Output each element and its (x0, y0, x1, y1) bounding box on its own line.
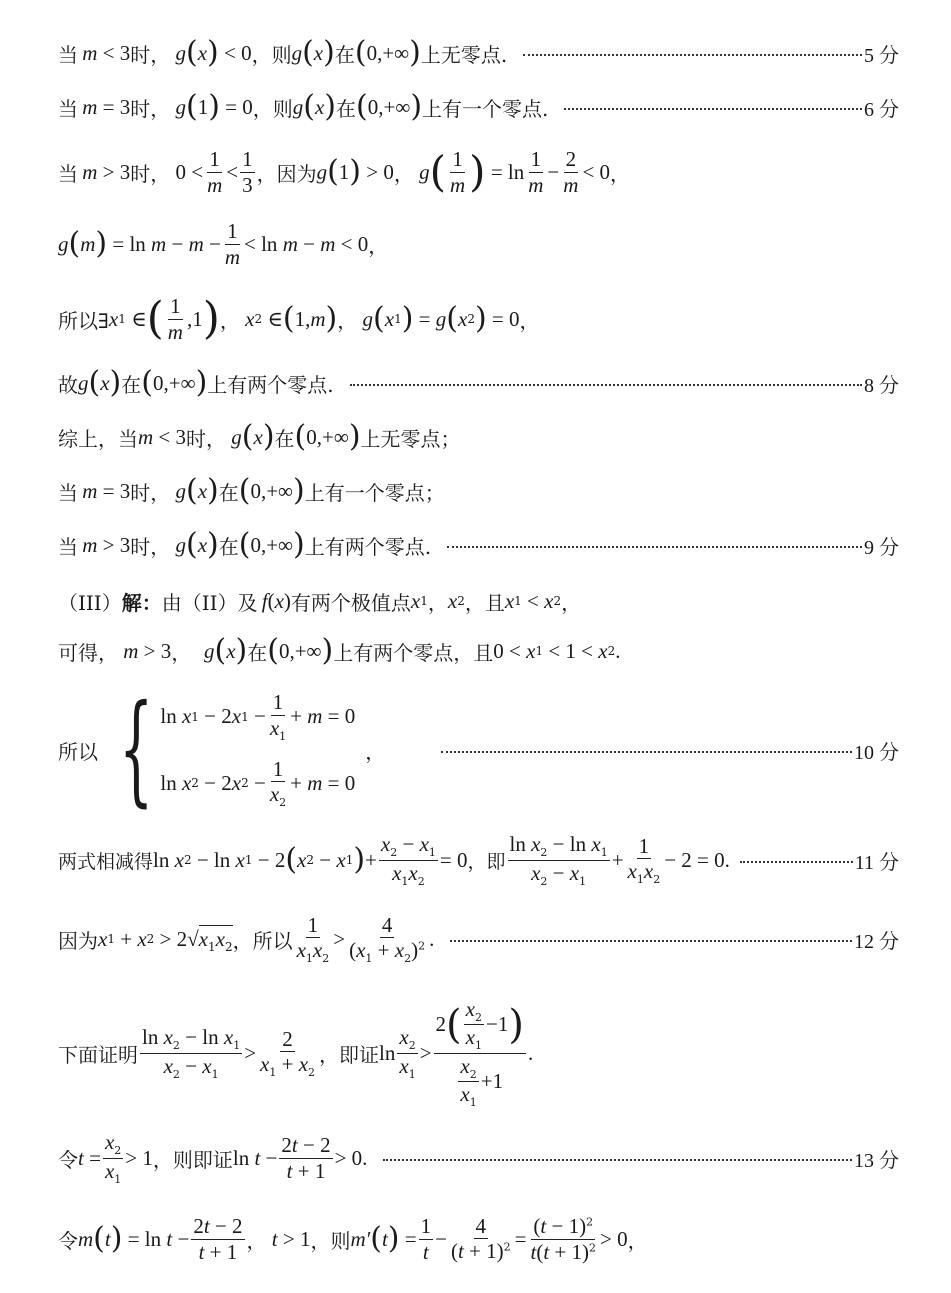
line-equation-system: 所以 { ln x 1 − 2 x 1 − $\frac{1}{x_1}$ + m = 0 ln x 2 − 2 x 2 − $\frac{1}{x_2}$ + m = 0 ， 10 分 (58, 680, 899, 819)
system-prefix: 所以 (58, 739, 98, 764)
leader-dots (564, 108, 862, 110)
leader-dots (441, 751, 852, 753)
line-case-m-greater-3: 当 m > 3 时， 0 < $\frac{1}{m}$ < $\frac{1}{3}$ ，因为 g ( 1 ) > 0 ， g ( $\frac{1}{m}$ ) = ln $\frac{1}{m}$ − $\frac{2}{m}$ < 0 ， (58, 147, 631, 197)
score-label: 6 分 (864, 98, 899, 121)
equation-2: ln x 2 − 2 x 2 − $\frac{1}{x_2}$ + m = 0 (160, 757, 356, 809)
score-label: 10 分 (854, 741, 899, 764)
line-subtract: 两式相减得 ln x 2 − ln x 1 − 2 ( x 2 − x 1 ) + $\frac{x_2 - x_1}{x_1x_2}$ = 0 ，即 $\frac{\ln x_2 - \ln x_1}{x_2 - x_1}$ + $\frac{1}{x_1x_2}$ − 2 = 0. 11 分 (58, 832, 899, 888)
line-part-three-intro: （III） 解： 由（II）及 f ( x ) 有两个极值点 x 1 ， x 2 ，且 x 1 < x 2 ， (58, 588, 582, 615)
line-g-m: g ( m ) = ln m − m − $\frac{1}{m}$ < ln m − m < 0 ， (58, 219, 389, 269)
leader-dots (740, 861, 853, 863)
score-label: 11 分 (854, 851, 899, 874)
system-brace: { (118, 680, 154, 819)
line-am-gm: 因为 x 1 + x 2 > 2√ $x_1x_2$ ，所以 $\frac{1}{x_1x_2}$ > $\frac{4}{(x_1 + x_2)^2}$ . 12 分 (58, 912, 899, 965)
score-label: 13 分 (854, 1149, 899, 1172)
line-summary-2: 当 m = 3 时， g ( x ) 在 ( 0,+∞ ) 上有一个零点； (58, 473, 445, 508)
equation-1: ln x 1 − 2 x 1 − $\frac{1}{x_1}$ + m = 0 (160, 690, 356, 743)
leader-dots (523, 54, 862, 56)
line-prove-inequality: 下面证明 $\frac{\ln x_2 - \ln x_1}{x_2 - x_1}$ > $\frac{2}{x_1 + x_2}$ ，即证 ln $\frac{x_2}{x_1}$ > 2 ( $\frac{x_2}{x_1}$ −1 ) $\frac{x_2}{x_1}$ +1 . (58, 996, 534, 1109)
line-summary-1: 综上，当 m < 3 时， g ( x ) 在 ( 0,+∞ ) 上无零点； (58, 419, 461, 454)
line-case-m-less-3: 当 m < 3 时， g ( x ) < 0 ，则 g ( x ) 在 ( 0,+∞ ) 上无零点. 5 分 (58, 35, 899, 70)
leader-dots (447, 546, 862, 548)
score-label: 12 分 (854, 930, 899, 953)
line-summary-3: 当 m > 3 时， g ( x ) 在 ( 0,+∞ ) 上有两个零点. 9 分 (58, 527, 899, 562)
line-substitution: 令 t = $\frac{x_2}{x_1}$ > 1 ，则即证 ln t − $\frac{2t - 2}{t + 1}$ > 0. 13 分 (58, 1130, 899, 1186)
line-two-zeros: 故 g ( x ) 在 ( 0,+∞ ) 上有两个零点. 8 分 (58, 365, 899, 400)
line-conditions: 可得， m > 3 ， g ( x ) 在 ( 0,+∞ ) 上有两个零点，且 0 < x 1 < 1 < x 2 . (58, 633, 621, 668)
leader-dots (350, 384, 862, 386)
leader-dots (383, 1159, 852, 1161)
leader-dots (450, 940, 852, 942)
part-label: （III） (58, 590, 122, 615)
line-derivative: 令 m ( t ) = ln t − $\frac{2t - 2}{t + 1}$ ， t > 1 ，则 m′ ( t ) = $\frac{1}{t}$ − $\frac{4}{(t + 1)^2}$ = $\frac{(t - 1)^2}{t(t + 1)^2}$ > 0 ， (58, 1213, 648, 1264)
line-exists-zeros: 所以∃ x 1 ∈ ( $\frac{1}{m}$ ,1 ) ， x 2 ∈ ( 1, m ) ， g ( x 1 ) = g ( x 2 ) = 0 ， (58, 293, 540, 344)
solution-label: 解： (121, 590, 162, 615)
score-label: 9 分 (864, 536, 899, 559)
score-label: 8 分 (864, 374, 899, 397)
score-label: 5 分 (864, 44, 899, 67)
line-case-m-equal-3: 当 m = 3 时， g ( 1 ) = 0 ，则 g ( x ) 在 ( 0,+∞ ) 上有一个零点. 6 分 (58, 89, 899, 124)
